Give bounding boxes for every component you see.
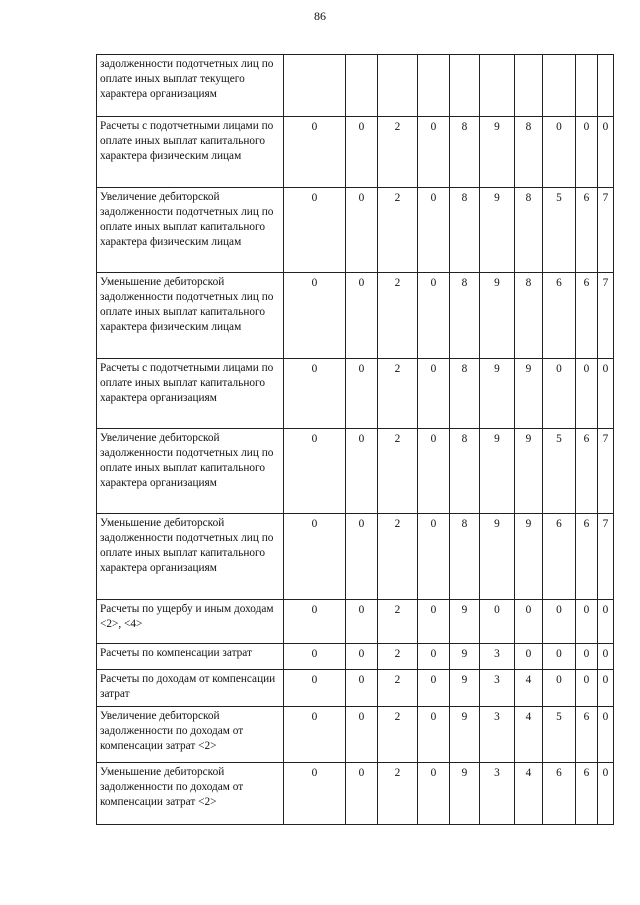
row-label: Уменьшение дебиторской задолженности по доходам от компенсации затрат <2> [97, 763, 284, 825]
code-digit-cell: 0 [346, 359, 378, 429]
code-digit-cell [450, 55, 480, 117]
code-digit-cell: 2 [378, 429, 418, 514]
code-digit-cell [598, 55, 614, 117]
code-digit-cell: 0 [346, 644, 378, 670]
code-digit-cell: 9 [480, 188, 515, 273]
code-digit-cell: 9 [515, 359, 543, 429]
code-digit-cell [576, 55, 598, 117]
code-digit-cell: 0 [346, 514, 378, 600]
code-digit-cell: 0 [543, 359, 576, 429]
code-digit-cell: 0 [284, 644, 346, 670]
code-digit-cell: 9 [480, 117, 515, 188]
code-digit-cell [418, 55, 450, 117]
code-digit-cell: 0 [284, 763, 346, 825]
code-digit-cell: 0 [418, 188, 450, 273]
code-digit-cell: 0 [284, 707, 346, 763]
row-label: Расчеты по компенсации затрат [97, 644, 284, 670]
code-digit-cell: 6 [543, 763, 576, 825]
code-digit-cell: 0 [418, 429, 450, 514]
code-digit-cell: 0 [598, 600, 614, 644]
code-digit-cell: 5 [543, 429, 576, 514]
code-digit-cell: 0 [515, 600, 543, 644]
code-digit-cell: 0 [543, 644, 576, 670]
code-digit-cell [480, 55, 515, 117]
code-digit-cell: 3 [480, 763, 515, 825]
code-digit-cell: 9 [480, 273, 515, 359]
code-digit-cell: 0 [346, 707, 378, 763]
code-digit-cell: 0 [598, 117, 614, 188]
row-label: Уменьшение дебиторской задолженности подотчетных лиц по оплате иных выплат капитального характера физическим лицам [97, 273, 284, 359]
code-digit-cell: 7 [598, 273, 614, 359]
code-digit-cell: 0 [284, 514, 346, 600]
code-digit-cell: 0 [284, 359, 346, 429]
code-digit-cell: 8 [515, 188, 543, 273]
code-digit-cell: 0 [346, 188, 378, 273]
row-label: Расчеты с подотчетными лицами по оплате иных выплат капитального характера организациям [97, 359, 284, 429]
code-digit-cell: 8 [450, 117, 480, 188]
code-digit-cell: 0 [576, 644, 598, 670]
table-row [97, 359, 614, 429]
code-digit-cell: 8 [450, 188, 480, 273]
code-digit-cell: 0 [284, 188, 346, 273]
code-digit-cell: 9 [450, 644, 480, 670]
code-digit-cell: 6 [543, 514, 576, 600]
code-digit-cell: 2 [378, 644, 418, 670]
table-row [97, 670, 614, 707]
code-digit-cell: 0 [576, 670, 598, 707]
code-digit-cell: 2 [378, 117, 418, 188]
code-digit-cell: 0 [346, 273, 378, 359]
code-digit-cell: 0 [598, 644, 614, 670]
row-label: Уменьшение дебиторской задолженности подотчетных лиц по оплате иных выплат капитального характера организациям [97, 514, 284, 600]
code-digit-cell: 9 [450, 763, 480, 825]
table-row [97, 600, 614, 644]
row-label: Расчеты по доходам от компенсации затрат [97, 670, 284, 707]
code-digit-cell: 2 [378, 273, 418, 359]
code-digit-cell: 9 [480, 429, 515, 514]
code-digit-cell: 8 [450, 514, 480, 600]
table-row [97, 644, 614, 670]
code-digit-cell: 0 [418, 273, 450, 359]
code-digit-cell: 6 [576, 763, 598, 825]
code-digit-cell: 0 [598, 763, 614, 825]
table-row [97, 763, 614, 825]
code-digit-cell: 9 [450, 670, 480, 707]
code-digit-cell: 0 [284, 117, 346, 188]
table-row [97, 55, 614, 117]
row-label: Увеличение дебиторской задолженности подотчетных лиц по оплате иных выплат капитального характера физическим лицам [97, 188, 284, 273]
code-digit-cell: 6 [576, 188, 598, 273]
code-digit-cell: 2 [378, 707, 418, 763]
code-digit-cell: 0 [418, 117, 450, 188]
code-digit-cell: 0 [418, 670, 450, 707]
code-digit-cell: 2 [378, 600, 418, 644]
code-digit-cell [515, 55, 543, 117]
code-digit-cell [284, 55, 346, 117]
code-digit-cell: 8 [450, 429, 480, 514]
code-digit-cell: 8 [450, 273, 480, 359]
code-digit-cell: 0 [576, 117, 598, 188]
code-digit-cell: 7 [598, 188, 614, 273]
code-digit-cell: 0 [543, 600, 576, 644]
table-row [97, 429, 614, 514]
code-digit-cell: 2 [378, 188, 418, 273]
code-digit-cell [543, 55, 576, 117]
code-digit-cell: 0 [515, 644, 543, 670]
code-digit-cell: 9 [515, 429, 543, 514]
table-body [97, 55, 614, 825]
table-row [97, 273, 614, 359]
code-digit-cell: 9 [450, 707, 480, 763]
code-digit-cell: 0 [598, 359, 614, 429]
code-digit-cell: 3 [480, 644, 515, 670]
code-digit-cell: 9 [450, 600, 480, 644]
code-digit-cell: 0 [346, 763, 378, 825]
code-digit-cell: 5 [543, 188, 576, 273]
code-digit-cell: 0 [284, 429, 346, 514]
code-digit-cell: 4 [515, 763, 543, 825]
code-digit-cell: 0 [346, 429, 378, 514]
code-digit-cell: 0 [346, 670, 378, 707]
page-number: 86 [314, 9, 326, 23]
table-row [97, 707, 614, 763]
row-label: Расчеты по ущербу и иным доходам <2>, <4> [97, 600, 284, 644]
code-digit-cell: 2 [378, 670, 418, 707]
code-digit-cell: 6 [576, 273, 598, 359]
code-digit-cell: 6 [576, 514, 598, 600]
row-label: задолженности подотчетных лиц по оплате иных выплат текущего характера организациям [97, 55, 284, 117]
row-label: Увеличение дебиторской задолженности подотчетных лиц по оплате иных выплат капитального характера организациям [97, 429, 284, 514]
code-digit-cell: 0 [418, 359, 450, 429]
code-digit-cell: 3 [480, 707, 515, 763]
code-digit-cell: 4 [515, 670, 543, 707]
code-digit-cell: 2 [378, 514, 418, 600]
code-digit-cell: 0 [418, 514, 450, 600]
code-digit-cell: 0 [418, 707, 450, 763]
code-digit-cell: 6 [543, 273, 576, 359]
code-digit-cell: 0 [284, 670, 346, 707]
code-digit-cell: 0 [576, 600, 598, 644]
code-digit-cell: 0 [418, 644, 450, 670]
code-digit-cell: 0 [418, 600, 450, 644]
code-digit-cell: 0 [418, 763, 450, 825]
code-digit-cell: 0 [346, 117, 378, 188]
table-row [97, 188, 614, 273]
account-codes-table [96, 54, 614, 825]
table-row [97, 117, 614, 188]
code-digit-cell: 0 [284, 273, 346, 359]
code-digit-cell: 6 [576, 707, 598, 763]
code-digit-cell: 7 [598, 429, 614, 514]
code-digit-cell: 8 [515, 273, 543, 359]
code-digit-cell: 6 [576, 429, 598, 514]
code-digit-cell: 0 [284, 600, 346, 644]
code-digit-cell: 2 [378, 359, 418, 429]
code-digit-cell: 0 [576, 359, 598, 429]
code-digit-cell: 0 [346, 600, 378, 644]
code-digit-cell: 7 [598, 514, 614, 600]
code-digit-cell: 5 [543, 707, 576, 763]
code-digit-cell: 9 [480, 514, 515, 600]
row-label: Расчеты с подотчетными лицами по оплате иных выплат капитального характера физическим лицам [97, 117, 284, 188]
code-digit-cell: 0 [543, 670, 576, 707]
code-digit-cell: 0 [480, 600, 515, 644]
table-row [97, 514, 614, 600]
code-digit-cell: 0 [598, 707, 614, 763]
code-digit-cell [378, 55, 418, 117]
code-digit-cell: 4 [515, 707, 543, 763]
code-digit-cell: 0 [598, 670, 614, 707]
code-digit-cell [346, 55, 378, 117]
code-digit-cell: 9 [480, 359, 515, 429]
code-digit-cell: 2 [378, 763, 418, 825]
code-digit-cell: 8 [450, 359, 480, 429]
code-digit-cell: 8 [515, 117, 543, 188]
code-digit-cell: 3 [480, 670, 515, 707]
row-label: Увеличение дебиторской задолженности по доходам от компенсации затрат <2> [97, 707, 284, 763]
code-digit-cell: 9 [515, 514, 543, 600]
code-digit-cell: 0 [543, 117, 576, 188]
